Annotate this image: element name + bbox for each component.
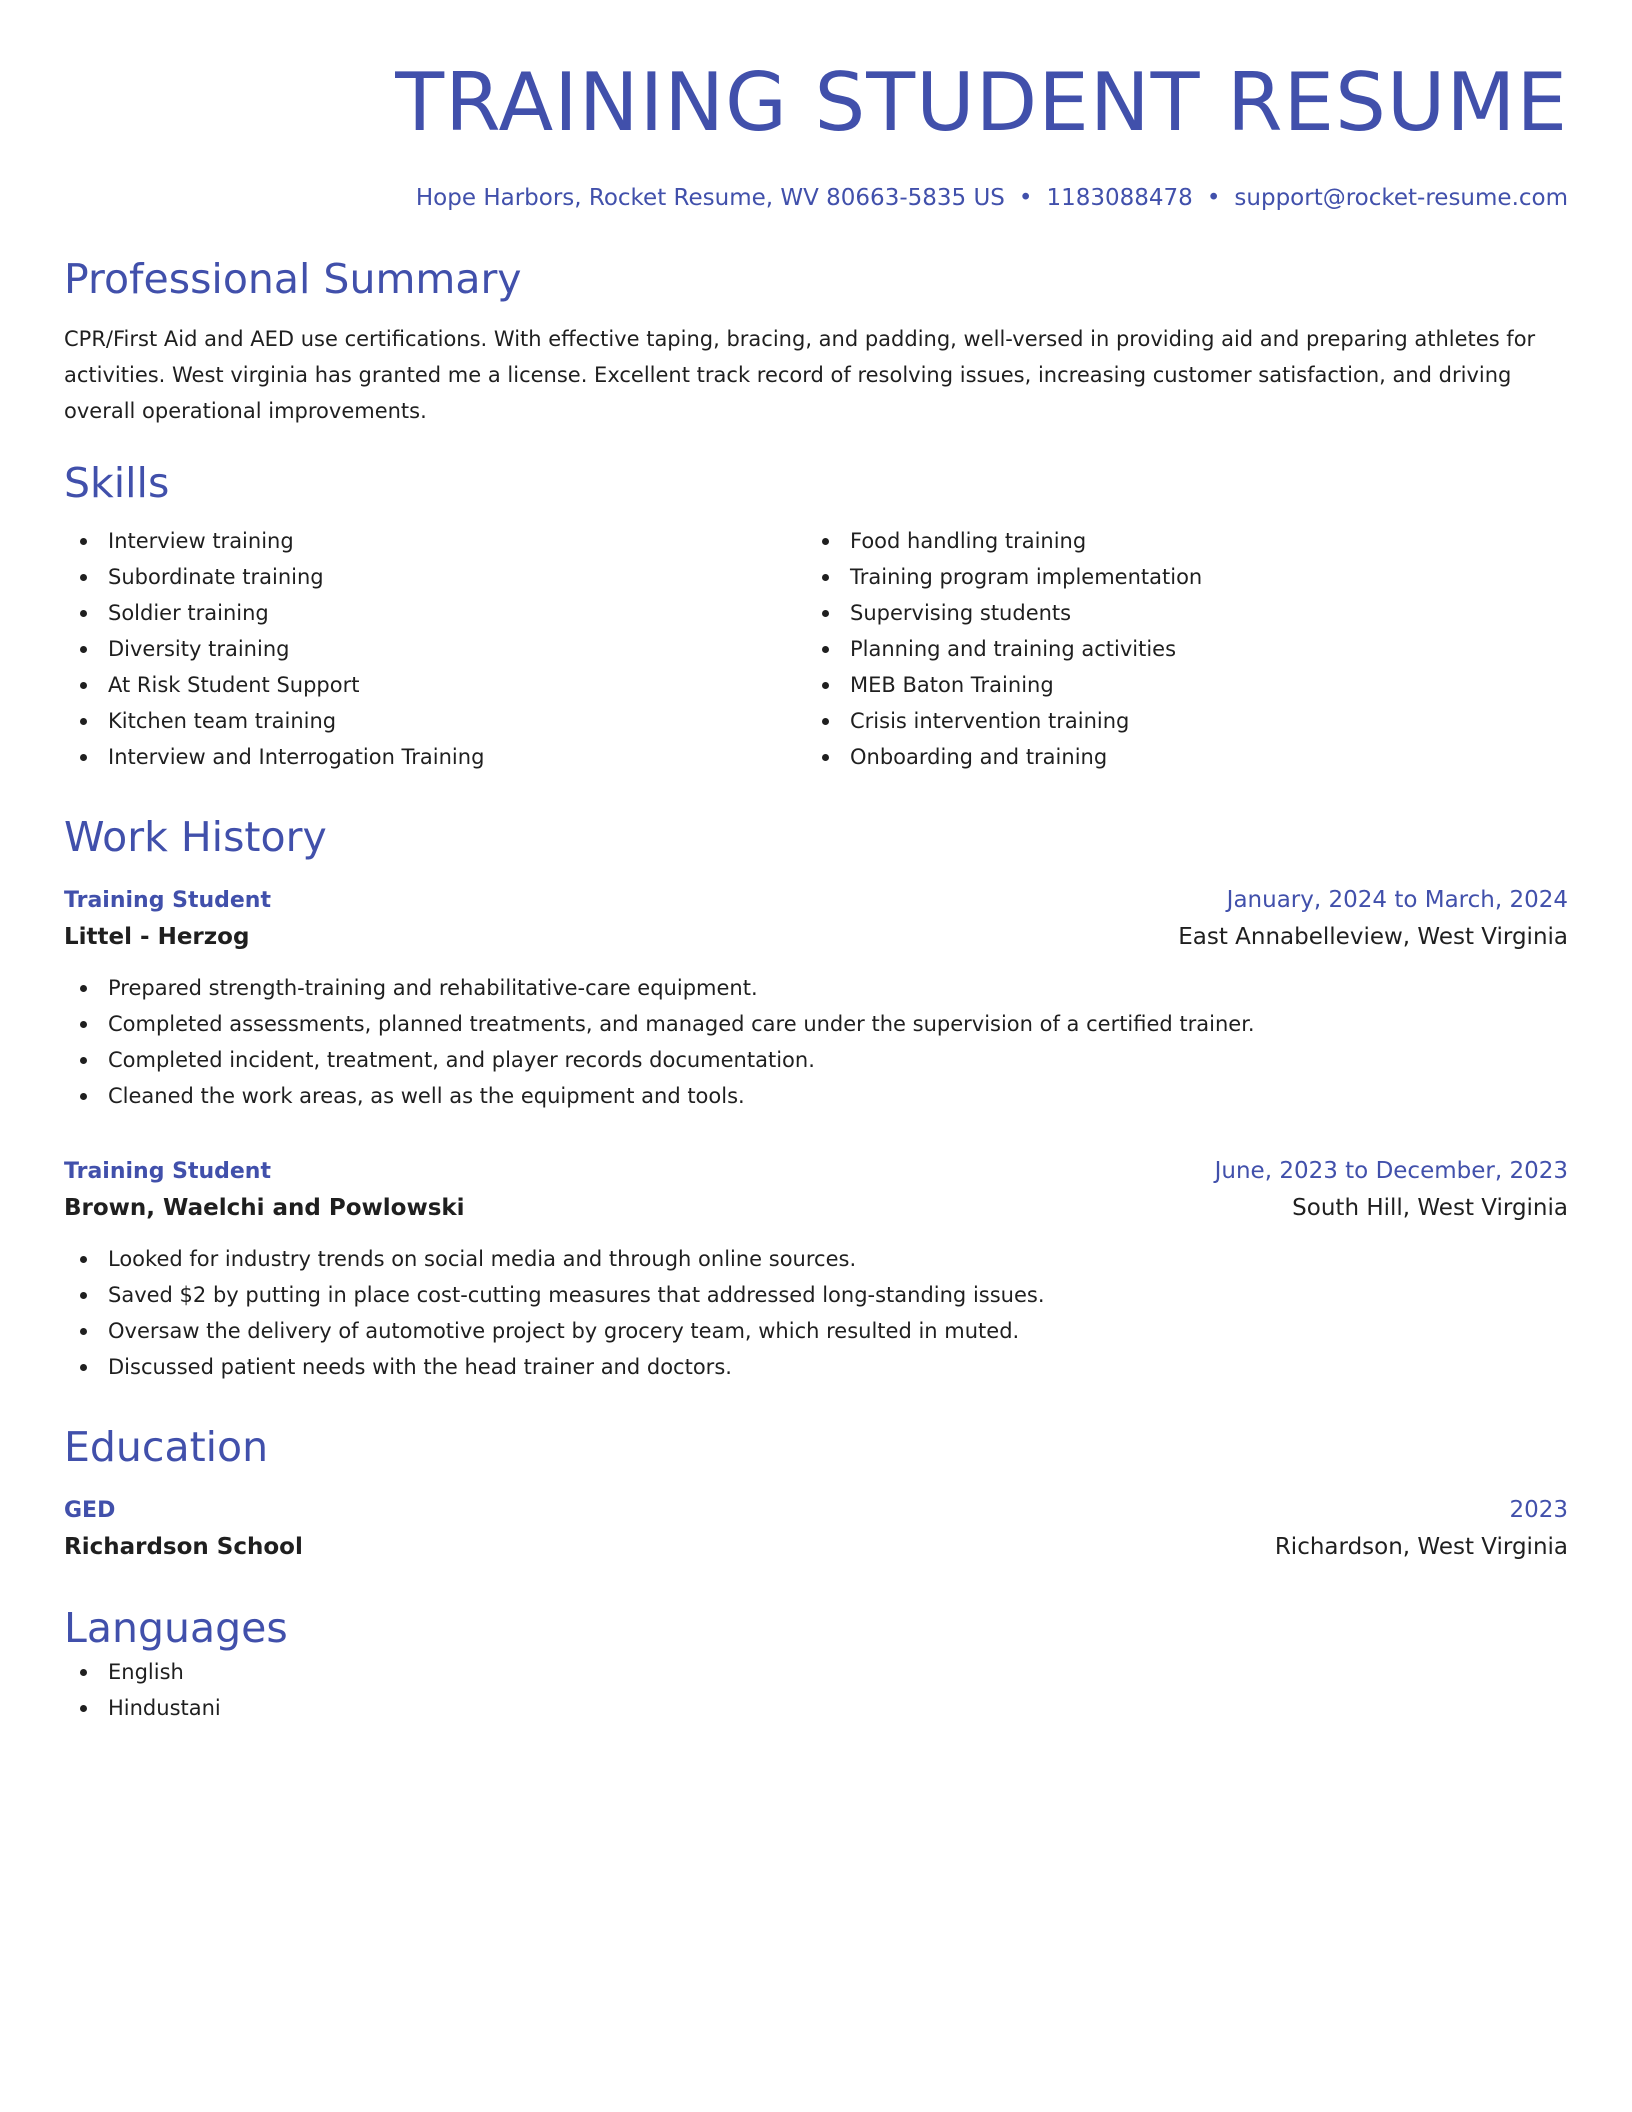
- languages-list: [64, 1654, 1568, 1726]
- skill-item: At Risk Student Support: [64, 667, 806, 703]
- job-employer: Littel - Herzog: [64, 924, 250, 950]
- contact-separator: •: [1018, 185, 1033, 211]
- job-bullet: Saved $2 by putting in place cost-cutting measures that addressed long-standing issues.: [64, 1277, 1568, 1313]
- contact-address: Hope Harbors, Rocket Resume, WV 80663-5835 US: [415, 185, 1005, 211]
- job-role: Training Student: [64, 1159, 271, 1184]
- skills-list-left: [64, 523, 806, 775]
- job-employer-row: [64, 918, 1568, 956]
- job-location: East Annabelleview, West Virginia: [1178, 924, 1568, 950]
- skills-heading: Skills: [64, 459, 170, 507]
- education-degree: GED: [64, 1498, 116, 1523]
- skill-item: Interview and Interrogation Training: [64, 739, 806, 775]
- skills-list-right: [806, 523, 1548, 775]
- job-entry: [64, 1154, 1568, 1385]
- languages-heading: Languages: [64, 1604, 288, 1652]
- job-bullets: [64, 1241, 1568, 1385]
- job-employer: Brown, Waelchi and Powlowski: [64, 1195, 465, 1221]
- education-heading: Education: [64, 1423, 269, 1471]
- language-item: English: [64, 1654, 1568, 1690]
- contact-separator: •: [1206, 185, 1221, 211]
- contact-email[interactable]: support@rocket-resume.com: [1234, 185, 1568, 211]
- skill-item: Interview training: [64, 523, 806, 559]
- work-history-heading: Work History: [64, 813, 327, 861]
- summary-text: CPR/First Aid and AED use certifications. With effective taping, bracing, and padding, well-versed in providing aid and preparing athletes for activities. West virginia has granted me a license. Excellent track record of resolving issues, increasing customer satisfaction, and driving overall operational improvements.: [64, 327, 1536, 423]
- job-role: Training Student: [64, 888, 271, 913]
- education-entry: [64, 1493, 1568, 1566]
- language-item: Hindustani: [64, 1690, 1568, 1726]
- job-dates: June, 2023 to December, 2023: [1214, 1158, 1568, 1184]
- resume-page: [64, 0, 1568, 1726]
- job-bullet: Looked for industry trends on social media and through online sources.: [64, 1241, 1568, 1277]
- education-school: Richardson School: [64, 1534, 303, 1560]
- skill-item: Subordinate training: [64, 559, 806, 595]
- skill-item: Soldier training: [64, 595, 806, 631]
- resume-title: TRAINING STUDENT RESUME: [395, 56, 1568, 149]
- job-header-row: [64, 1154, 1568, 1189]
- contact-line: [64, 183, 1568, 213]
- skill-item: Training program implementation: [806, 559, 1548, 595]
- job-entry: [64, 883, 1568, 1114]
- education-school-row: [64, 1528, 1568, 1566]
- skill-item: Crisis intervention training: [806, 703, 1548, 739]
- job-bullet: Cleaned the work areas, as well as the equipment and tools.: [64, 1078, 1568, 1114]
- skill-item: Planning and training activities: [806, 631, 1548, 667]
- skills-grid: [64, 523, 1568, 775]
- job-bullet: Prepared strength-training and rehabilitative-care equipment.: [64, 970, 1568, 1006]
- skill-item: Food handling training: [806, 523, 1548, 559]
- skill-item: Onboarding and training: [806, 739, 1548, 775]
- job-bullet: Completed assessments, planned treatments, and managed care under the supervision of a certified trainer.: [64, 1006, 1568, 1042]
- skill-item: MEB Baton Training: [806, 667, 1548, 703]
- skill-item: Supervising students: [806, 595, 1548, 631]
- skill-item: Diversity training: [64, 631, 806, 667]
- job-bullet: Oversaw the delivery of automotive project by grocery team, which resulted in muted.: [64, 1313, 1568, 1349]
- job-bullet: Discussed patient needs with the head trainer and doctors.: [64, 1349, 1568, 1385]
- job-dates: January, 2024 to March, 2024: [1226, 887, 1568, 913]
- job-location: South Hill, West Virginia: [1292, 1195, 1568, 1221]
- job-header-row: [64, 883, 1568, 918]
- education-header-row: [64, 1493, 1568, 1528]
- job-employer-row: [64, 1189, 1568, 1227]
- job-bullets: [64, 970, 1568, 1114]
- summary-heading: Professional Summary: [64, 255, 522, 303]
- contact-phone[interactable]: 1183088478: [1046, 185, 1193, 211]
- education-year: 2023: [1509, 1497, 1568, 1523]
- skill-item: Kitchen team training: [64, 703, 806, 739]
- education-location: Richardson, West Virginia: [1274, 1534, 1568, 1560]
- job-bullet: Completed incident, treatment, and player records documentation.: [64, 1042, 1568, 1078]
